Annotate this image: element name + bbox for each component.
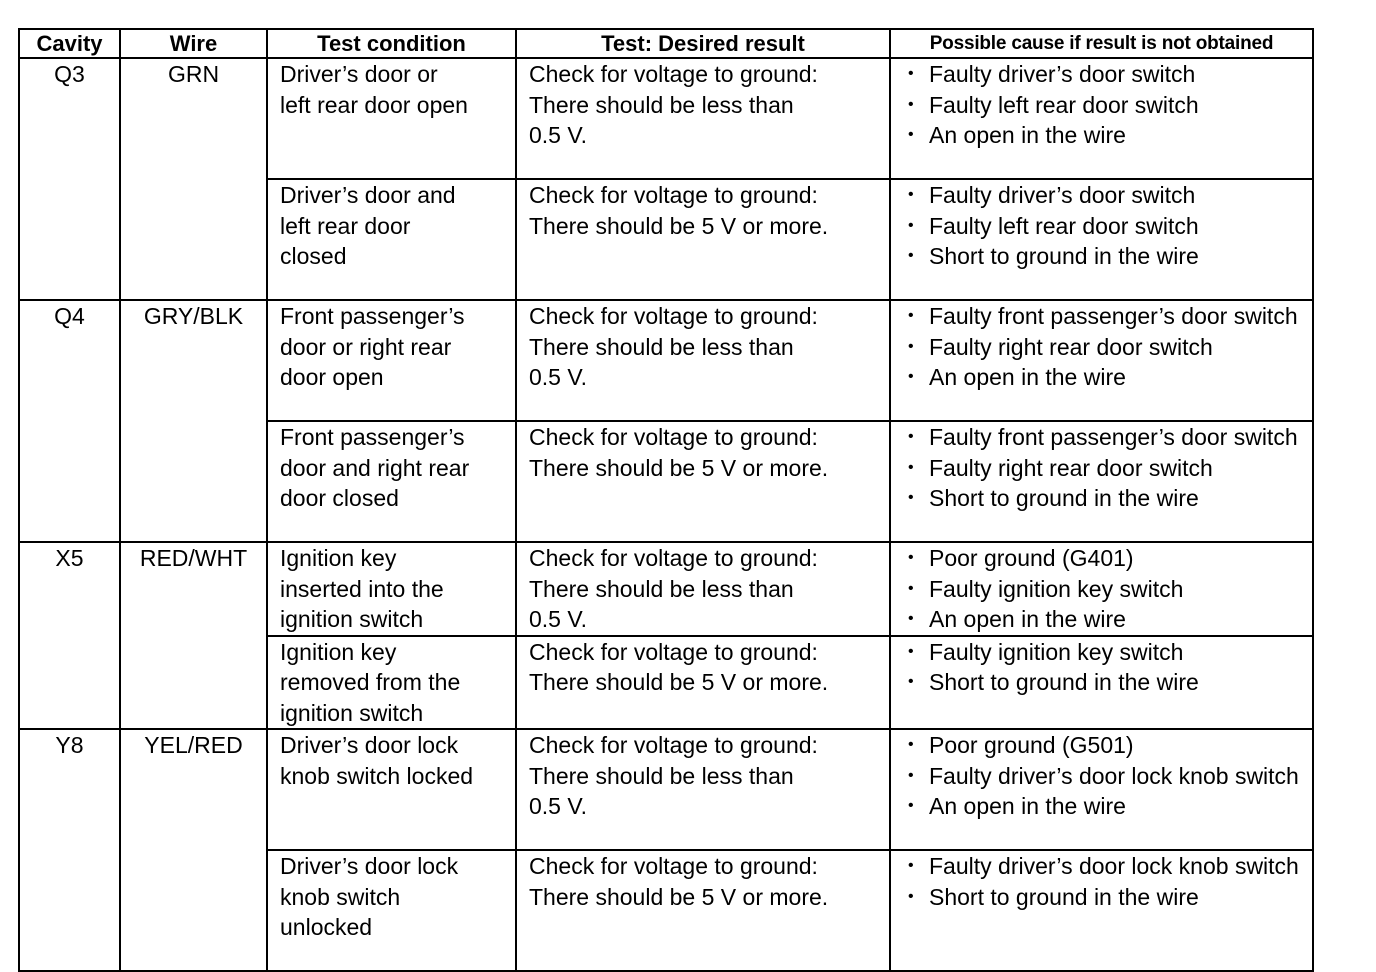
possible-cause-cell <box>890 850 1313 971</box>
test-condition-cell <box>267 421 516 542</box>
cause-list <box>905 180 1312 272</box>
cause-item: • Faulty ignition key switch <box>905 574 1312 605</box>
test-condition-cell <box>267 850 516 971</box>
test-condition-text: Front passenger’s door and right rear door closed <box>280 424 470 511</box>
cause-item: • An open in the wire <box>905 791 1312 822</box>
wire-cell: RED/WHT <box>120 542 267 729</box>
cause-item: • Poor ground (G401) <box>905 543 1312 574</box>
desired-result-text: Check for voltage to ground: There should be 5 V or more. <box>529 424 829 481</box>
cause-list <box>905 59 1312 151</box>
cavity-cell: Q4 <box>19 300 120 542</box>
cavity-cell: X5 <box>19 542 120 729</box>
cause-item: • Short to ground in the wire <box>905 882 1312 913</box>
cause-list <box>905 637 1312 698</box>
cause-list <box>905 543 1312 635</box>
possible-cause-cell <box>890 300 1313 421</box>
header-desired-result: Test: Desired result <box>516 29 890 58</box>
possible-cause-cell <box>890 729 1313 850</box>
possible-cause-cell <box>890 421 1313 542</box>
test-condition-text: Ignition key removed from the ignition switch <box>280 638 461 726</box>
cause-item: • An open in the wire <box>905 120 1312 151</box>
cause-list <box>905 851 1312 912</box>
desired-result-cell <box>516 179 890 300</box>
table-row <box>19 300 1313 421</box>
cause-list <box>905 301 1312 393</box>
desired-result-cell <box>516 58 890 179</box>
test-condition-text: Driver’s door or left rear door open <box>280 61 468 118</box>
test-table-container <box>18 28 1314 972</box>
desired-result-cell <box>516 300 890 421</box>
cause-item: • Faulty driver’s door switch <box>905 180 1312 211</box>
cavity-cell: Q3 <box>19 58 120 300</box>
wire-cell: YEL/RED <box>120 729 267 971</box>
cause-item: • Faulty left rear door switch <box>905 90 1312 121</box>
cause-item: • Faulty right rear door switch <box>905 453 1312 484</box>
wire-cell: GRY/BLK <box>120 300 267 542</box>
cause-item: • Faulty front passenger’s door switch <box>905 301 1312 332</box>
test-condition-text: Front passenger’s door or right rear door open <box>280 303 465 390</box>
desired-result-cell <box>516 850 890 971</box>
wire-cell: GRN <box>120 58 267 300</box>
desired-result-cell <box>516 636 890 730</box>
desired-result-cell <box>516 421 890 542</box>
test-condition-cell <box>267 300 516 421</box>
desired-result-text: Check for voltage to ground: There should be 5 V or more. <box>529 853 829 910</box>
test-condition-text: Driver’s door lock knob switch unlocked <box>280 853 459 940</box>
cause-list <box>905 730 1312 822</box>
test-condition-cell <box>267 729 516 850</box>
desired-result-text: Check for voltage to ground: There should be less than 0.5 V. <box>529 545 818 632</box>
cause-list <box>905 422 1312 514</box>
cause-item: • Faulty ignition key switch <box>905 637 1312 668</box>
cause-item: • Faulty driver’s door switch <box>905 59 1312 90</box>
possible-cause-cell <box>890 542 1313 636</box>
test-condition-text: Driver’s door lock knob switch locked <box>280 732 474 789</box>
desired-result-text: Check for voltage to ground: There should be less than 0.5 V. <box>529 732 818 819</box>
test-condition-text: Ignition key inserted into the ignition switch <box>280 545 444 632</box>
test-condition-text: Driver’s door and left rear door closed <box>280 182 456 269</box>
header-test-condition: Test condition <box>267 29 516 58</box>
desired-result-text: Check for voltage to ground: There should be less than 0.5 V. <box>529 61 818 148</box>
cause-item: • Faulty driver’s door lock knob switch <box>905 851 1312 882</box>
cause-item: • Short to ground in the wire <box>905 667 1312 698</box>
desired-result-cell <box>516 729 890 850</box>
desired-result-text: Check for voltage to ground: There should be 5 V or more. <box>529 182 829 239</box>
cause-item: • Faulty right rear door switch <box>905 332 1312 363</box>
cause-item: • An open in the wire <box>905 362 1312 393</box>
test-condition-cell <box>267 636 516 730</box>
header-possible-cause: Possible cause if result is not obtained <box>890 29 1313 58</box>
cause-item: • Short to ground in the wire <box>905 483 1312 514</box>
test-condition-cell <box>267 179 516 300</box>
possible-cause-cell <box>890 179 1313 300</box>
cause-item: • Poor ground (G501) <box>905 730 1312 761</box>
cause-item: • Faulty front passenger’s door switch <box>905 422 1312 453</box>
possible-cause-cell <box>890 636 1313 730</box>
table-row <box>19 542 1313 636</box>
header-wire: Wire <box>120 29 267 58</box>
table-row <box>19 729 1313 850</box>
desired-result-text: Check for voltage to ground: There should be less than 0.5 V. <box>529 303 818 390</box>
cause-item: • An open in the wire <box>905 604 1312 635</box>
cause-item: • Faulty driver’s door lock knob switch <box>905 761 1312 792</box>
table-header-row <box>19 29 1313 58</box>
cavity-cell: Y8 <box>19 729 120 971</box>
test-condition-cell <box>267 58 516 179</box>
header-cavity: Cavity <box>19 29 120 58</box>
possible-cause-cell <box>890 58 1313 179</box>
connector-test-table <box>18 28 1314 972</box>
test-condition-cell <box>267 542 516 636</box>
desired-result-cell <box>516 542 890 636</box>
table-row <box>19 58 1313 179</box>
desired-result-text: Check for voltage to ground: There should be 5 V or more. <box>529 638 829 695</box>
cause-item: • Faulty left rear door switch <box>905 211 1312 242</box>
cause-item: • Short to ground in the wire <box>905 241 1312 272</box>
